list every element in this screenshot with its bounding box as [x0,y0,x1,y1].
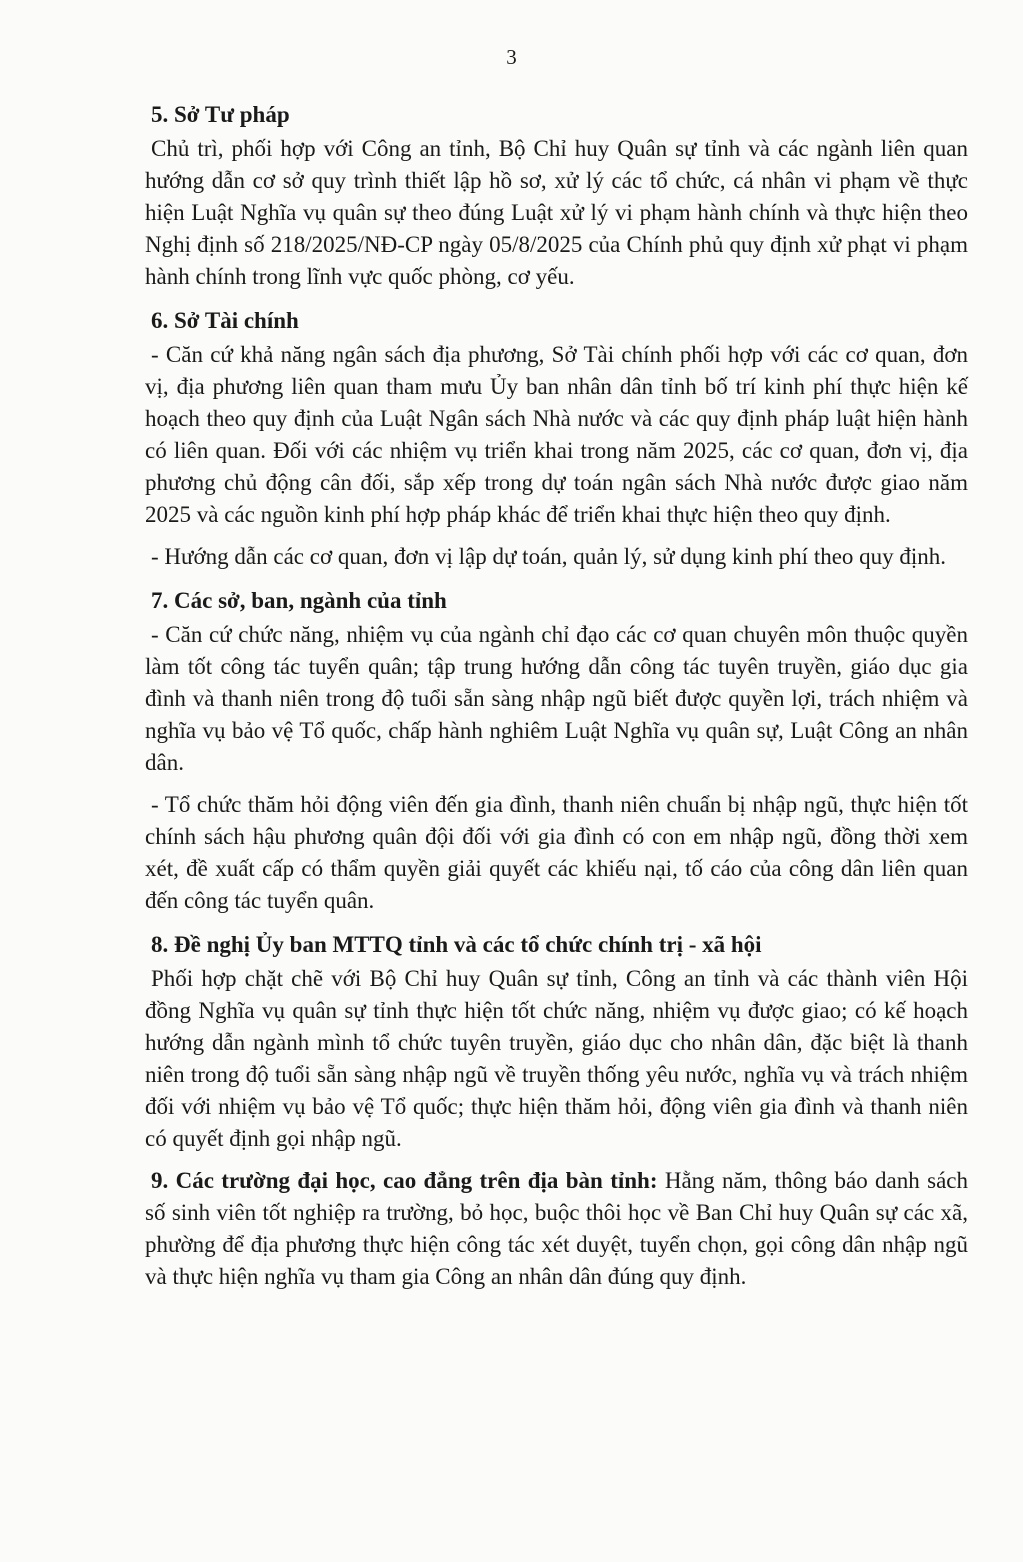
paragraph: - Căn cứ chức năng, nhiệm vụ của ngành chỉ đạo các cơ quan chuyên môn thuộc quyền làm tốt công tác tuyển quân; tập trung hướng dẫn công tác tuyên truyền, giáo dục gia đình và thanh niên trong độ tuổi sẵn sàng nhập ngũ biết được quyền lợi, trách nhiệm và nghĩa vụ bảo vệ Tổ quốc, chấp hành nghiêm Luật Nghĩa vụ quân sự, Luật Công an nhân dân. [145,622,968,775]
paragraph: Chủ trì, phối hợp với Công an tỉnh, Bộ Chỉ huy Quân sự tỉnh và các ngành liên quan hướng dẫn cơ sở quy trình thiết lập hồ sơ, xử lý các tổ chức, cá nhân vi phạm về thực hiện Luật Nghĩa vụ quân sự theo đúng Luật xử lý vi phạm hành chính và thực hiện theo Nghị định số 218/2025/NĐ-CP ngày 05/8/2025 của Chính phủ quy định xử phạt vi phạm hành chính trong lĩnh vực quốc phòng, cơ yếu. [145,136,968,289]
paragraph: - Hướng dẫn các cơ quan, đơn vị lập dự toán, quản lý, sử dụng kinh phí theo quy định. [151,544,947,569]
paragraph: - Tổ chức thăm hỏi động viên đến gia đình, thanh niên chuẩn bị nhập ngũ, thực hiện tốt chính sách hậu phương quân đội đối với gia đình có con em nhập ngũ, đồng thời xem xét, đề xuất cấp có thẩm quyền giải quyết các khiếu nại, tố cáo của công dân liên quan đến công tác tuyển quân. [145,792,968,913]
section-body: Hằng năm, thông báo danh sách số sinh viên tốt nghiệp ra trường, bỏ học, buộc thôi học về Ban Chỉ huy Quân sự các xã, phường để địa phương thực hiện công tác xét duyệt, tuyển chọn, gọi công dân nhập ngũ và thực hiện nghĩa vụ tham gia Công an nhân dân đúng quy định. [145,1168,968,1289]
section-6 [145,303,968,573]
page-number: 3 [506,45,517,69]
section-heading: 8. Đề nghị Ủy ban MTTQ tỉnh và các tổ chức chính trị - xã hội [151,932,762,957]
section-7 [145,583,968,917]
section-9 [145,1165,968,1293]
section-lead: 9. Các trường đại học, cao đẳng trên địa bàn tỉnh: [151,1168,658,1193]
document-body [145,97,968,1303]
section-5 [145,97,968,293]
section-heading: 5. Sở Tư pháp [151,102,290,127]
paragraph: - Căn cứ khả năng ngân sách địa phương, Sở Tài chính phối hợp với các cơ quan, đơn vị, địa phương liên quan tham mưu Ủy ban nhân dân tỉnh bố trí kinh phí thực hiện kế hoạch theo quy định của Luật Ngân sách Nhà nước và các quy định pháp luật hiện hành có liên quan. Đối với các nhiệm vụ triển khai trong năm 2025, các cơ quan, đơn vị, địa phương chủ động cân đối, sắp xếp trong dự toán ngân sách Nhà nước được giao năm 2025 và các nguồn kinh phí hợp pháp khác để triển khai thực hiện theo quy định. [145,342,968,527]
section-heading: 7. Các sở, ban, ngành của tỉnh [151,588,447,613]
paragraph [145,1165,968,1293]
paragraph: Phối hợp chặt chẽ với Bộ Chỉ huy Quân sự tỉnh, Công an tỉnh và các thành viên Hội đồng Nghĩa vụ quân sự tỉnh thực hiện tốt chức năng, nhiệm vụ được giao; có kế hoạch hướng dẫn ngành mình tổ chức tuyên truyền, giáo dục cho nhân dân, đặc biệt là thanh niên trong độ tuổi sẵn sàng nhập ngũ về truyền thống yêu nước, nghĩa vụ và trách nhiệm đối với nhiệm vụ bảo vệ Tổ quốc; thực hiện thăm hỏi, động viên gia đình và thanh niên có quyết định gọi nhập ngũ. [145,966,968,1151]
section-8 [145,927,968,1155]
section-heading: 6. Sở Tài chính [151,308,299,333]
